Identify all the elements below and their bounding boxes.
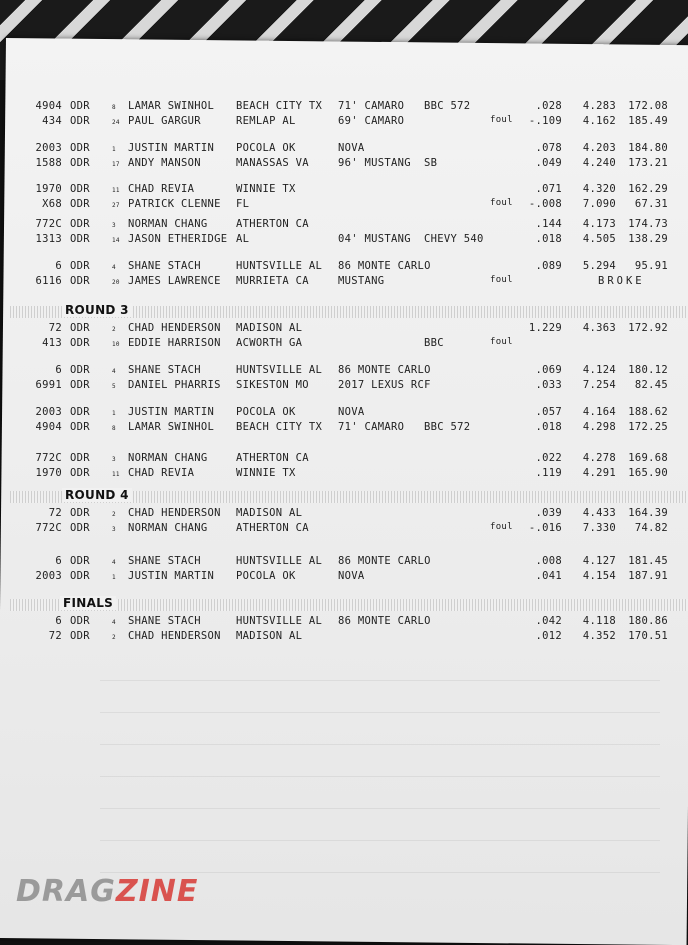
cell-num: X68 xyxy=(42,198,62,210)
cell-cls: ODR xyxy=(70,467,90,479)
cell-rt: -.109 xyxy=(528,115,562,127)
round-title: ROUND 4 xyxy=(62,488,132,502)
cell-mph: 82.45 xyxy=(634,379,668,391)
cell-mph: 165.90 xyxy=(628,467,668,479)
cell-foul: foul xyxy=(490,522,513,532)
cell-lane: 2 xyxy=(112,511,116,518)
cell-cls: ODR xyxy=(70,233,90,245)
cell-mph: 172.08 xyxy=(628,100,668,112)
cell-lane: 1 xyxy=(112,574,116,581)
cell-num: 6 xyxy=(55,364,62,376)
cell-cls: ODR xyxy=(70,337,90,349)
cell-mph: 95.91 xyxy=(634,260,668,272)
cell-city: MADISON AL xyxy=(236,322,303,334)
cell-city: BEACH CITY TX xyxy=(236,421,323,433)
result-row xyxy=(0,198,688,212)
cell-mph: 74.82 xyxy=(634,522,668,534)
cell-et: 4.291 xyxy=(582,467,616,479)
cell-cls: ODR xyxy=(70,115,90,127)
cell-rt: .042 xyxy=(535,615,562,627)
cell-rt: .012 xyxy=(535,630,562,642)
cell-rt: .033 xyxy=(535,379,562,391)
cell-name: SHANE STACH xyxy=(128,260,201,272)
cell-car: 86 MONTE CARLO xyxy=(338,364,431,376)
cell-rt: .039 xyxy=(535,507,562,519)
cell-city: AL xyxy=(236,233,250,245)
cell-et: 4.433 xyxy=(582,507,616,519)
result-row xyxy=(0,555,688,569)
logo-part-drag: DRAG xyxy=(16,874,116,909)
cell-name: NORMAN CHANG xyxy=(128,452,208,464)
cell-cls: ODR xyxy=(70,218,90,230)
cell-rt: .071 xyxy=(535,183,562,195)
cell-rt: -.016 xyxy=(528,522,562,534)
cell-lane: 17 xyxy=(112,161,120,168)
cell-et: 4.127 xyxy=(582,555,616,567)
bleed-through-line xyxy=(100,840,660,841)
cell-num: 2003 xyxy=(35,406,62,418)
cell-mph: 170.51 xyxy=(628,630,668,642)
cell-cls: ODR xyxy=(70,322,90,334)
cell-rt: .008 xyxy=(535,555,562,567)
cell-num: 2003 xyxy=(35,570,62,582)
cell-car: NOVA xyxy=(338,142,365,154)
result-row xyxy=(0,275,688,289)
cell-rt: .041 xyxy=(535,570,562,582)
cell-et: 4.164 xyxy=(582,406,616,418)
result-row xyxy=(0,379,688,393)
result-row xyxy=(0,260,688,274)
round-title: ROUND 3 xyxy=(62,303,132,317)
cell-cls: ODR xyxy=(70,183,90,195)
result-row xyxy=(0,630,688,644)
cell-et: 5.294 xyxy=(582,260,616,272)
cell-city: ACWORTH GA xyxy=(236,337,303,349)
cell-city: REMLAP AL xyxy=(236,115,296,127)
cell-name: JAMES LAWRENCE xyxy=(128,275,221,287)
cell-car: 2017 LEXUS RCF xyxy=(338,379,431,391)
cell-city: WINNIE TX xyxy=(236,467,296,479)
cell-rt: .028 xyxy=(535,100,562,112)
cell-name: CHAD HENDERSON xyxy=(128,322,221,334)
cell-lane: 2 xyxy=(112,634,116,641)
cell-name: CHAD HENDERSON xyxy=(128,507,221,519)
cell-name: ANDY MANSON xyxy=(128,157,201,169)
cell-lane: 11 xyxy=(112,471,120,478)
cell-lane: 4 xyxy=(112,264,116,271)
cell-car: 69' CAMARO xyxy=(338,115,405,127)
cell-lane: 2 xyxy=(112,326,116,333)
cell-cls: ODR xyxy=(70,198,90,210)
cell-lane: 8 xyxy=(112,425,116,432)
cell-name: DANIEL PHARRIS xyxy=(128,379,221,391)
cell-rt: -.008 xyxy=(528,198,562,210)
result-row xyxy=(0,337,688,351)
cell-cls: ODR xyxy=(70,260,90,272)
cell-engine: BBC xyxy=(424,337,444,349)
result-row xyxy=(0,322,688,336)
bleed-through-line xyxy=(100,872,660,873)
cell-cls: ODR xyxy=(70,452,90,464)
cell-mph: 169.68 xyxy=(628,452,668,464)
cell-cls: ODR xyxy=(70,630,90,642)
cell-num: 4904 xyxy=(35,100,62,112)
cell-lane: 24 xyxy=(112,119,120,126)
cell-lane: 20 xyxy=(112,279,120,286)
cell-foul: foul xyxy=(490,337,513,347)
cell-name: NORMAN CHANG xyxy=(128,522,208,534)
cell-car: NOVA xyxy=(338,406,365,418)
cell-city: MADISON AL xyxy=(236,507,303,519)
cell-cls: ODR xyxy=(70,507,90,519)
cell-car: 86 MONTE CARLO xyxy=(338,260,431,272)
cell-cls: ODR xyxy=(70,555,90,567)
cell-name: PATRICK CLENNE xyxy=(128,198,221,210)
cell-engine: CHEVY 540 xyxy=(424,233,484,245)
cell-mph: 67.31 xyxy=(634,198,668,210)
cell-et: 4.283 xyxy=(582,100,616,112)
cell-et: 4.118 xyxy=(582,615,616,627)
cell-lane: 1 xyxy=(112,410,116,417)
cell-car: 04' MUSTANG xyxy=(338,233,411,245)
cell-et: 7.330 xyxy=(582,522,616,534)
result-row xyxy=(0,100,688,114)
cell-city: POCOLA OK xyxy=(236,570,296,582)
cell-cls: ODR xyxy=(70,157,90,169)
cell-et: 4.203 xyxy=(582,142,616,154)
cell-lane: 11 xyxy=(112,187,120,194)
result-row xyxy=(0,364,688,378)
round-title: FINALS xyxy=(60,596,116,610)
result-row xyxy=(0,507,688,521)
cell-mph: 164.39 xyxy=(628,507,668,519)
cell-lane: 1 xyxy=(112,146,116,153)
cell-name: CHAD HENDERSON xyxy=(128,630,221,642)
cell-city: HUNTSVILLE AL xyxy=(236,555,323,567)
cell-num: 434 xyxy=(42,115,62,127)
cell-mph: 138.29 xyxy=(628,233,668,245)
bleed-through-line xyxy=(100,680,660,681)
cell-city: SIKESTON MO xyxy=(236,379,309,391)
cell-name: JUSTIN MARTIN xyxy=(128,570,215,582)
cell-car: 86 MONTE CARLO xyxy=(338,555,431,567)
cell-foul: foul xyxy=(490,115,513,125)
cell-rt: .119 xyxy=(535,467,562,479)
bleed-through-line xyxy=(100,712,660,713)
cell-car: 96' MUSTANG xyxy=(338,157,411,169)
cell-rt: .057 xyxy=(535,406,562,418)
cell-name: SHANE STACH xyxy=(128,615,201,627)
cell-rt: .078 xyxy=(535,142,562,154)
cell-cls: ODR xyxy=(70,421,90,433)
result-row xyxy=(0,615,688,629)
cell-et: 4.320 xyxy=(582,183,616,195)
cell-name: LAMAR SWINHOL xyxy=(128,421,215,433)
cell-num: 72 xyxy=(48,322,62,334)
cell-name: LAMAR SWINHOL xyxy=(128,100,215,112)
cell-lane: 3 xyxy=(112,526,116,533)
cell-cls: ODR xyxy=(70,570,90,582)
cell-car: NOVA xyxy=(338,570,365,582)
cell-et: 4.173 xyxy=(582,218,616,230)
cell-num: 772C xyxy=(35,218,62,230)
cell-et: 7.090 xyxy=(582,198,616,210)
cell-et: 4.162 xyxy=(582,115,616,127)
cell-et: 4.505 xyxy=(582,233,616,245)
cell-city: BEACH CITY TX xyxy=(236,100,323,112)
cell-mph: 174.73 xyxy=(628,218,668,230)
cell-cls: ODR xyxy=(70,379,90,391)
cell-name: NORMAN CHANG xyxy=(128,218,208,230)
cell-et: 4.278 xyxy=(582,452,616,464)
cell-city: FL xyxy=(236,198,250,210)
cell-name: JUSTIN MARTIN xyxy=(128,406,215,418)
cell-engine: BBC 572 xyxy=(424,421,471,433)
cell-rt: .089 xyxy=(535,260,562,272)
cell-city: WINNIE TX xyxy=(236,183,296,195)
cell-rt: .018 xyxy=(535,233,562,245)
cell-et: 4.124 xyxy=(582,364,616,376)
cell-lane: 5 xyxy=(112,383,116,390)
result-row xyxy=(0,570,688,584)
cell-name: EDDIE HARRISON xyxy=(128,337,221,349)
cell-cls: ODR xyxy=(70,364,90,376)
cell-num: 1588 xyxy=(35,157,62,169)
cell-num: 772C xyxy=(35,452,62,464)
logo-part-zine: ZINE xyxy=(115,874,199,909)
bleed-through-line xyxy=(100,808,660,809)
cell-lane: 4 xyxy=(112,368,116,375)
cell-et: 4.363 xyxy=(582,322,616,334)
cell-city: MADISON AL xyxy=(236,630,303,642)
cell-mph: 172.92 xyxy=(628,322,668,334)
cell-num: 6 xyxy=(55,615,62,627)
cell-rt: 1.229 xyxy=(528,322,562,334)
cell-et: 4.298 xyxy=(582,421,616,433)
cell-cls: ODR xyxy=(70,100,90,112)
cell-rt: .049 xyxy=(535,157,562,169)
cell-rt: .144 xyxy=(535,218,562,230)
result-row xyxy=(0,142,688,156)
cell-num: 72 xyxy=(48,630,62,642)
cell-car: MUSTANG xyxy=(338,275,385,287)
cell-name: JUSTIN MARTIN xyxy=(128,142,215,154)
cell-foul: foul xyxy=(490,275,513,285)
result-row xyxy=(0,233,688,247)
cell-mph: 188.62 xyxy=(628,406,668,418)
cell-et: 4.240 xyxy=(582,157,616,169)
cell-city: ATHERTON CA xyxy=(236,522,309,534)
cell-num: 1970 xyxy=(35,467,62,479)
result-row xyxy=(0,218,688,232)
cell-name: CHAD REVIA xyxy=(128,467,195,479)
result-row xyxy=(0,421,688,435)
result-row xyxy=(0,406,688,420)
cell-city: HUNTSVILLE AL xyxy=(236,260,323,272)
cell-engine: SB xyxy=(424,157,438,169)
cell-cls: ODR xyxy=(70,275,90,287)
cell-mph: 180.86 xyxy=(628,615,668,627)
cell-num: 6 xyxy=(55,260,62,272)
cell-city: MANASSAS VA xyxy=(236,157,309,169)
cell-num: 1970 xyxy=(35,183,62,195)
cell-rt: .022 xyxy=(535,452,562,464)
cell-et: 4.154 xyxy=(582,570,616,582)
result-row xyxy=(0,452,688,466)
cell-city: HUNTSVILLE AL xyxy=(236,615,323,627)
result-row xyxy=(0,157,688,171)
cell-lane: 27 xyxy=(112,202,120,209)
cell-cls: ODR xyxy=(70,615,90,627)
cell-rt: .069 xyxy=(535,364,562,376)
cell-name: JASON ETHERIDGE xyxy=(128,233,228,245)
cell-lane: 10 xyxy=(112,341,120,348)
cell-name: CHAD REVIA xyxy=(128,183,195,195)
cell-mph: 187.91 xyxy=(628,570,668,582)
cell-city: ATHERTON CA xyxy=(236,218,309,230)
bleed-through-line xyxy=(100,776,660,777)
dragzine-logo xyxy=(16,874,198,909)
cell-city: POCOLA OK xyxy=(236,406,296,418)
cell-mph: 162.29 xyxy=(628,183,668,195)
result-row xyxy=(0,183,688,197)
cell-mph: 181.45 xyxy=(628,555,668,567)
cell-city: POCOLA OK xyxy=(236,142,296,154)
cell-num: 4904 xyxy=(35,421,62,433)
result-row xyxy=(0,115,688,129)
cell-lane: 3 xyxy=(112,222,116,229)
cell-rt: .018 xyxy=(535,421,562,433)
cell-num: 6991 xyxy=(35,379,62,391)
bleed-through-line xyxy=(100,744,660,745)
cell-cls: ODR xyxy=(70,406,90,418)
cell-engine: BBC 572 xyxy=(424,100,471,112)
cell-name: SHANE STACH xyxy=(128,364,201,376)
cell-name: SHANE STACH xyxy=(128,555,201,567)
cell-name: PAUL GARGUR xyxy=(128,115,201,127)
cell-num: 6 xyxy=(55,555,62,567)
cell-city: HUNTSVILLE AL xyxy=(236,364,323,376)
cell-mph: 184.80 xyxy=(628,142,668,154)
result-row xyxy=(0,467,688,481)
cell-mph: 185.49 xyxy=(628,115,668,127)
cell-lane: 4 xyxy=(112,559,116,566)
cell-foul: foul xyxy=(490,198,513,208)
cell-lane: 3 xyxy=(112,456,116,463)
result-row xyxy=(0,522,688,536)
cell-num: 2003 xyxy=(35,142,62,154)
cell-mph: 173.21 xyxy=(628,157,668,169)
cell-car: 71' CAMARO xyxy=(338,100,405,112)
cell-cls: ODR xyxy=(70,142,90,154)
cell-car: 86 MONTE CARLO xyxy=(338,615,431,627)
cell-broke: BROKE xyxy=(598,275,645,287)
cell-num: 1313 xyxy=(35,233,62,245)
cell-city: ATHERTON CA xyxy=(236,452,309,464)
cell-mph: 172.25 xyxy=(628,421,668,433)
cell-num: 413 xyxy=(42,337,62,349)
cell-num: 6116 xyxy=(35,275,62,287)
cell-et: 4.352 xyxy=(582,630,616,642)
cell-lane: 4 xyxy=(112,619,116,626)
cell-et: 7.254 xyxy=(582,379,616,391)
cell-cls: ODR xyxy=(70,522,90,534)
cell-city: MURRIETA CA xyxy=(236,275,309,287)
cell-lane: 8 xyxy=(112,104,116,111)
cell-mph: 180.12 xyxy=(628,364,668,376)
cell-lane: 14 xyxy=(112,237,120,244)
cell-num: 772C xyxy=(35,522,62,534)
cell-num: 72 xyxy=(48,507,62,519)
cell-car: 71' CAMARO xyxy=(338,421,405,433)
